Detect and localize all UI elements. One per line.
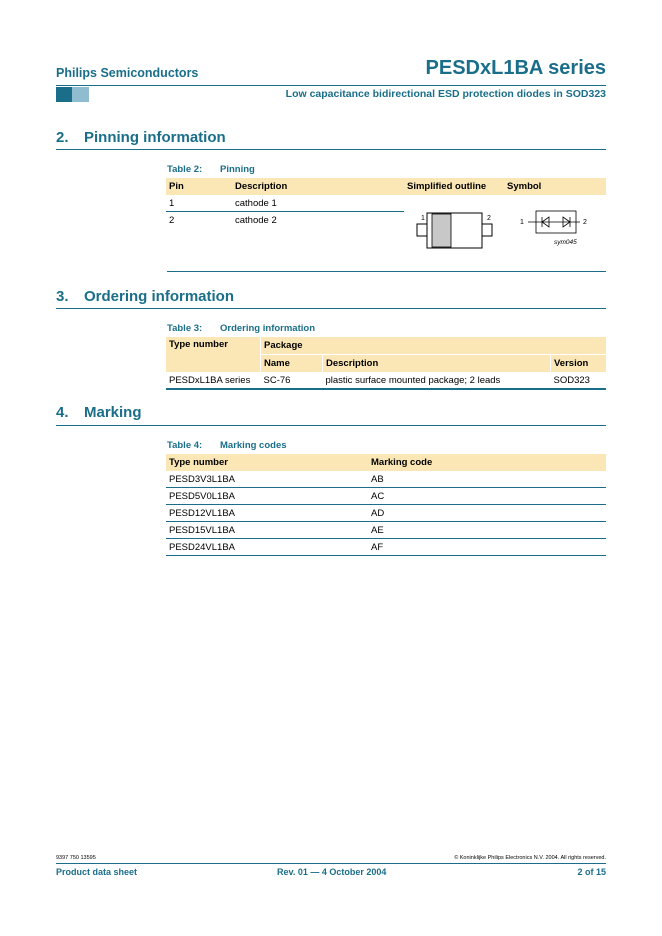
column-header: Description	[232, 178, 404, 195]
column-header: Type number	[166, 454, 368, 471]
symbol-reference: sym045	[554, 239, 577, 246]
description-cell: plastic surface mounted package; 2 leads	[323, 372, 551, 389]
symbol-pin-label: 2	[583, 219, 587, 226]
section-rule	[56, 308, 606, 309]
document-number: 9397 750 13595	[56, 855, 96, 861]
pin-cell: 1	[166, 195, 232, 212]
type-number-cell: PESD3V3L1BA	[166, 471, 368, 488]
column-header: Package	[261, 337, 607, 355]
table-row	[166, 488, 606, 505]
brand-block-dark	[56, 87, 72, 102]
marking-code-cell: AF	[368, 539, 606, 556]
marking-code-cell: AD	[368, 505, 606, 522]
copyright-notice: © Koninklijke Philips Electronics N.V. 2004. All rights reserved.	[454, 855, 606, 861]
column-header: Marking code	[368, 454, 606, 471]
table-row	[166, 539, 606, 556]
type-number-cell: PESDxL1BA series	[166, 372, 261, 389]
type-number-cell: PESD12VL1BA	[166, 505, 368, 522]
version-cell: SOD323	[551, 372, 607, 389]
outline-pin-label: 2	[487, 215, 491, 222]
document-type: Product data sheet	[56, 867, 138, 877]
column-header: Name	[261, 355, 323, 373]
page-subtitle: Low capacitance bidirectional ESD protection diodes in SOD323	[285, 88, 606, 100]
description-cell: cathode 2	[235, 214, 277, 226]
section-heading-marking: 4. Marking	[56, 404, 142, 421]
type-number-cell: PESD15VL1BA	[166, 522, 368, 539]
name-cell: SC-76	[261, 372, 323, 389]
table-row	[166, 505, 606, 522]
type-number-cell: PESD5V0L1BA	[166, 488, 368, 505]
pin-cell: 2	[169, 214, 175, 226]
column-header: Type number	[166, 337, 261, 372]
type-number-cell: PESD24VL1BA	[166, 539, 368, 556]
table-row	[166, 471, 606, 488]
symbol-pin-label: 1	[520, 219, 524, 226]
marking-code-cell: AE	[368, 522, 606, 539]
section-rule	[56, 425, 606, 426]
marking-code-cell: AB	[368, 471, 606, 488]
company-name: Philips Semiconductors	[56, 66, 199, 80]
column-header: Simplified outline	[404, 178, 504, 195]
column-header: Symbol	[504, 178, 606, 195]
table-caption: Table 2: Pinning	[167, 164, 255, 175]
table-row	[166, 372, 606, 389]
ordering-table	[166, 337, 606, 390]
section-heading-ordering: 3. Ordering information	[56, 288, 234, 305]
footer-rule	[56, 863, 606, 864]
table-caption: Table 4: Marking codes	[167, 440, 287, 451]
table-end-rule	[167, 271, 606, 272]
header-rule	[56, 85, 606, 86]
product-title: PESDxL1BA series	[425, 57, 606, 79]
table-caption: Table 3: Ordering information	[167, 323, 315, 334]
revision-info: Rev. 01 — 4 October 2004	[277, 867, 387, 877]
outline-pin-label: 1	[421, 215, 425, 222]
description-cell: cathode 1	[232, 195, 404, 212]
marking-code-cell: AC	[368, 488, 606, 505]
marking-table	[166, 454, 606, 556]
column-header: Description	[323, 355, 551, 373]
section-rule	[56, 149, 606, 150]
section-heading-pinning: 2. Pinning information	[56, 129, 226, 146]
page-number: 2 of 15	[577, 867, 606, 877]
brand-block-light	[72, 87, 89, 102]
package-outline-drawing	[412, 208, 502, 250]
table-row	[166, 522, 606, 539]
diode-symbol-drawing	[518, 208, 598, 250]
column-header: Version	[551, 355, 607, 373]
column-header: Pin	[166, 178, 232, 195]
